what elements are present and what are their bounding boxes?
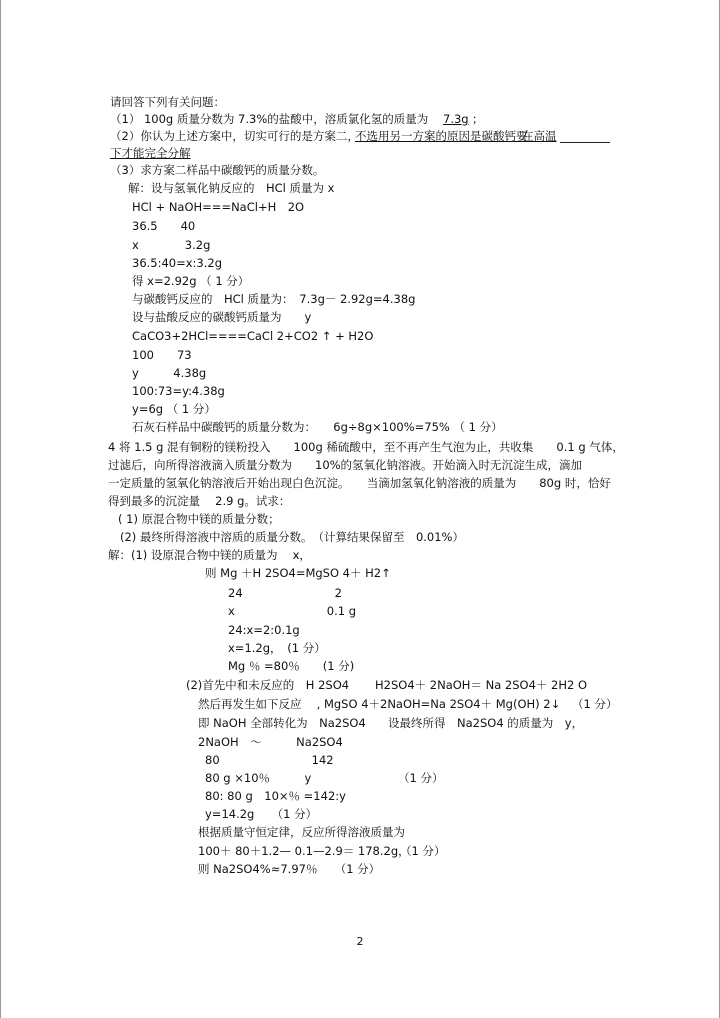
equation-line: 80 142: [205, 753, 334, 767]
equation-line: 80: 80 g 10×％ =142:y: [205, 789, 346, 803]
page-number: 2: [356, 935, 364, 948]
equation-line: CaCO3+2HCl====CaCl 2+CO2 ↑ + H2O: [132, 329, 374, 343]
equation-line: H2SO4＋ 2NaOH＝ Na 2SO4＋ 2H2 O: [375, 678, 588, 692]
equation-line: 36.5:40=x:3.2g: [132, 256, 223, 270]
text-line: （3）求方案二样品中碳酸钙的质量分数。: [110, 163, 325, 177]
text-line: ；: [472, 112, 484, 126]
solution-text: (2)首先中和未反应的 H 2SO4: [186, 678, 350, 692]
equation-line: 2NaOH ～ Na2SO4: [198, 735, 343, 749]
solution-text: 设最终所得 Na2SO4 的质量为 y，: [388, 716, 584, 730]
score-note: （1 分）: [400, 844, 446, 858]
equation-line: x 3.2g: [132, 238, 211, 252]
problem-text: ( 1) 原混合物中镁的质量分数；: [118, 512, 280, 526]
solution-text: 然后再发生如下反应 , MgSO 4＋2NaOH=Na 2SO4＋ Mg(OH) 2↓: [198, 697, 561, 711]
equation-line: x 0.1 g: [228, 604, 357, 618]
equation-line: 24:x=2:0.1g: [228, 623, 300, 637]
equation-line: 36.5 40: [132, 219, 196, 233]
equation-line: 得 x=2.92g （ 1 分）: [132, 274, 250, 288]
solution-text: 即 NaOH 全部转化为 Na2SO4: [198, 716, 366, 730]
problem-text: 得到最多的沉淀量 2.9 g。试求：: [108, 494, 291, 508]
text-line: （2）你认为上述方案中，切实可行的是方案二，: [110, 129, 359, 143]
equation-line: y 4.38g: [132, 366, 207, 380]
answer-underlined: 7.3g: [443, 112, 469, 126]
problem-text: 一定质量的氢氧化钠溶液后开始出现白色沉淀。 当滴加氢氧化钠溶液的质量为 80g 时，恰好: [108, 476, 611, 490]
answer-underlined: 不选用另一方案的原因是碳酸钙要: [355, 129, 528, 143]
equation-line: 则 Mg ＋H 2SO4=MgSO 4＋ H2↑: [205, 566, 391, 580]
equation-line: Mg ％ =80％ (1 分): [228, 659, 355, 673]
equation-line: 则 Na2SO4%≈7.97％ （1 分）: [198, 862, 381, 876]
problem-text: 4 将 1.5 g 混有铜粉的镁粉投入 100g 稀硫酸中，至不再产生气泡为止，共收集 0.1 g 气体，: [108, 440, 624, 454]
text-line: 设与盐酸反应的碳酸钙质量为 y: [132, 310, 312, 324]
text-line: 解：设与氢氧化钠反应的 HCl 质量为 x: [128, 181, 335, 195]
answer-blank-line: [560, 142, 610, 143]
equation-line: 100:73=y:4.38g: [132, 384, 225, 398]
problem-text: (2) 最终所得溶液中溶质的质量分数。 （计算结果保留至 0.01%）: [120, 530, 464, 544]
equation-line: HCl + NaOH===NaCl+H 2O: [132, 200, 305, 214]
solution-text: 根据质量守恒定律，反应所得溶液质量为: [198, 825, 405, 839]
equation-line: 100 73: [132, 348, 192, 362]
text-line: （1） 100g 质量分数为 7.3%的盐酸中，溶质氯化氢的质量为: [110, 112, 429, 126]
equation-line: y=6g （ 1 分）: [132, 402, 216, 416]
equation-line: y=14.2g （1 分）: [205, 807, 318, 821]
equation-line: x=1.2g， (1 分）: [228, 641, 326, 655]
text-line: 与碳酸钙反应的 HCl 质量为： 7.3g－ 2.92g=4.38g: [132, 292, 416, 306]
solution-text: 解：(1) 设原混合物中镁的质量为 x，: [108, 548, 311, 562]
problem-text: 过滤后，向所得溶液滴入质量分数为 10%的氢氧化钠溶液。开始滴入时无沉淀生成，滴加: [108, 458, 583, 472]
score-note: （1 分）: [572, 697, 618, 711]
answer-underlined: 下才能完全分解: [110, 146, 191, 160]
text-line: 请回答下列有关问题：: [110, 95, 225, 109]
answer-underlined: 在高温: [522, 129, 557, 143]
equation-line: 80 g ×10％ y: [205, 771, 312, 785]
text-line: 石灰石样品中碳酸钙的质量分数为： 6g÷8g×100%=75% （ 1 分）: [132, 420, 503, 434]
equation-line: 24 2: [228, 586, 342, 600]
equation-line: 100＋ 80＋1.2— 0.1—2.9＝ 178.2g，: [198, 844, 410, 858]
page-left-edge: [0, 0, 1, 1018]
score-note: （1 分）: [398, 771, 444, 785]
